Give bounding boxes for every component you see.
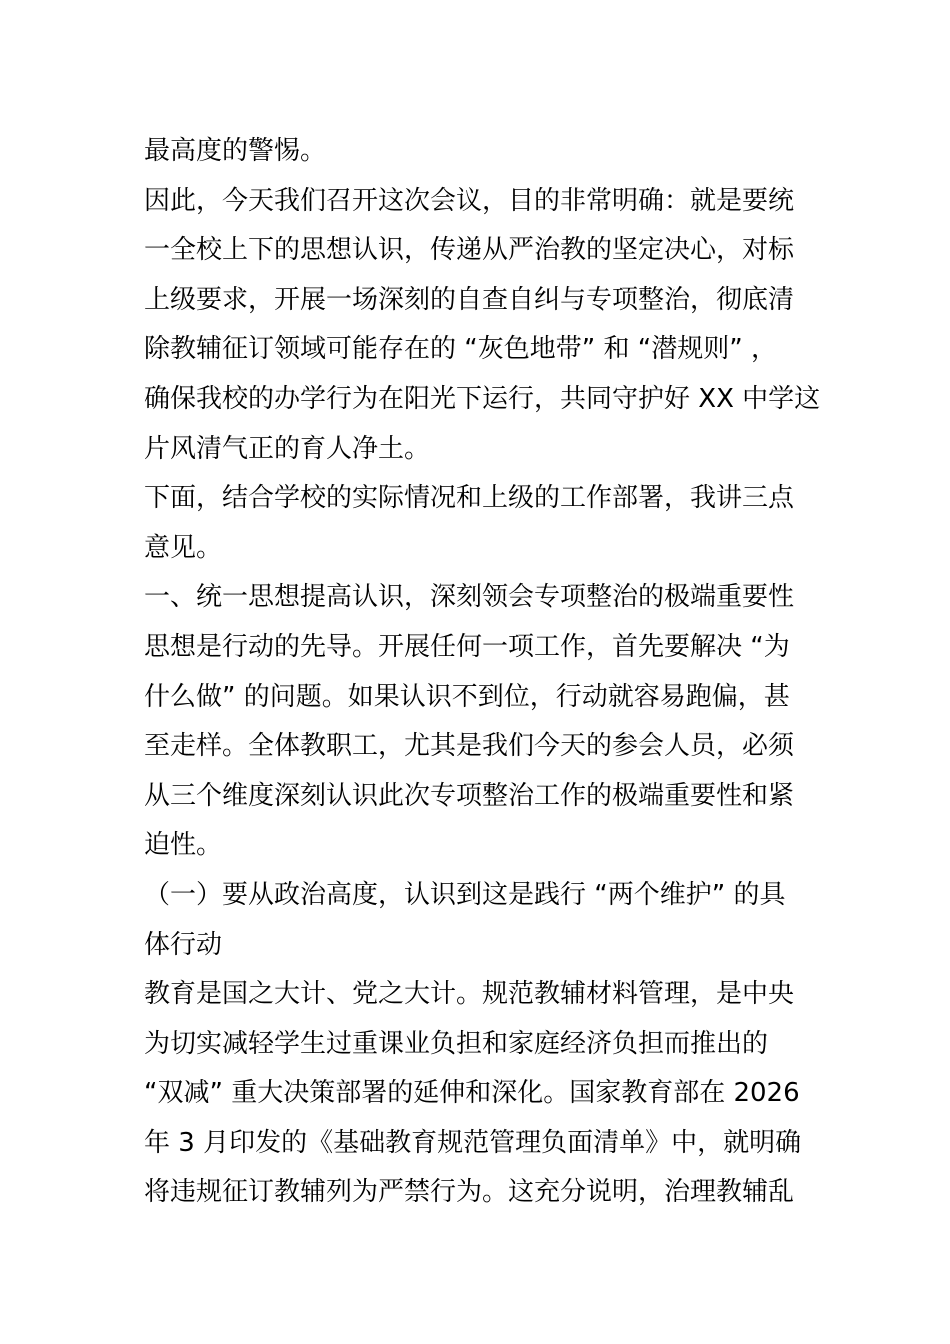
text-line: 一全校上下的思想认识，传递从严治教的坚定决心，对标 bbox=[144, 235, 795, 266]
text-line: 上级要求，开展一场深刻的自查自纠与专项整治，彻底清 bbox=[144, 284, 795, 315]
text-line: 思想是行动的先导。开展任何一项工作，首先要解决 “为 bbox=[144, 631, 790, 662]
text-line: 下面，结合学校的实际情况和上级的工作部署，我讲三点 bbox=[144, 483, 795, 514]
text-line: 将违规征订教辅列为严禁行为。这充分说明，治理教辅乱 bbox=[144, 1177, 795, 1208]
text-line: 教育是国之大计、党之大计。规范教辅材料管理，是中央 bbox=[144, 979, 795, 1010]
text-line: 迫性。 bbox=[144, 830, 223, 861]
text-line: “双减” 重大决策部署的延伸和深化。国家教育部在 2026 bbox=[144, 1078, 800, 1109]
text-line: 至走样。全体教职工，尤其是我们今天的参会人员，必须 bbox=[144, 731, 795, 762]
text-line: 什么做” 的问题。如果认识不到位，行动就容易跑偏，甚 bbox=[144, 681, 790, 712]
text-line: 最高度的警惕。 bbox=[144, 136, 327, 166]
text-line: 片风清气正的育人净土。 bbox=[144, 433, 431, 464]
subsection-heading: （一）要从政治高度，认识到这是践行 “两个维护” 的具 bbox=[144, 879, 786, 910]
text-line: 确保我校的办学行为在阳光下运行，共同守护好 XX 中学这 bbox=[144, 383, 821, 414]
section-heading: 一、统一思想提高认识，深刻领会专项整治的极端重要性 bbox=[144, 582, 795, 613]
text-line: 为切实减轻学生过重课业负担和家庭经济负担而推出的 bbox=[144, 1028, 769, 1059]
text-line: 除教辅征订领域可能存在的 “灰色地带” 和 “潜规则” ， bbox=[144, 334, 777, 365]
document-body bbox=[144, 127, 824, 1218]
text-line: 从三个维度深刻认识此次专项整治工作的极端重要性和紧 bbox=[144, 780, 795, 811]
text-line: 年 3 月印发的《基础教育规范管理负面清单》中，就明确 bbox=[144, 1127, 802, 1158]
subsection-heading: 体行动 bbox=[144, 929, 223, 960]
text-line: 因此，今天我们召开这次会议，目的非常明确：就是要统 bbox=[144, 185, 795, 216]
text-line: 意见。 bbox=[144, 532, 223, 563]
